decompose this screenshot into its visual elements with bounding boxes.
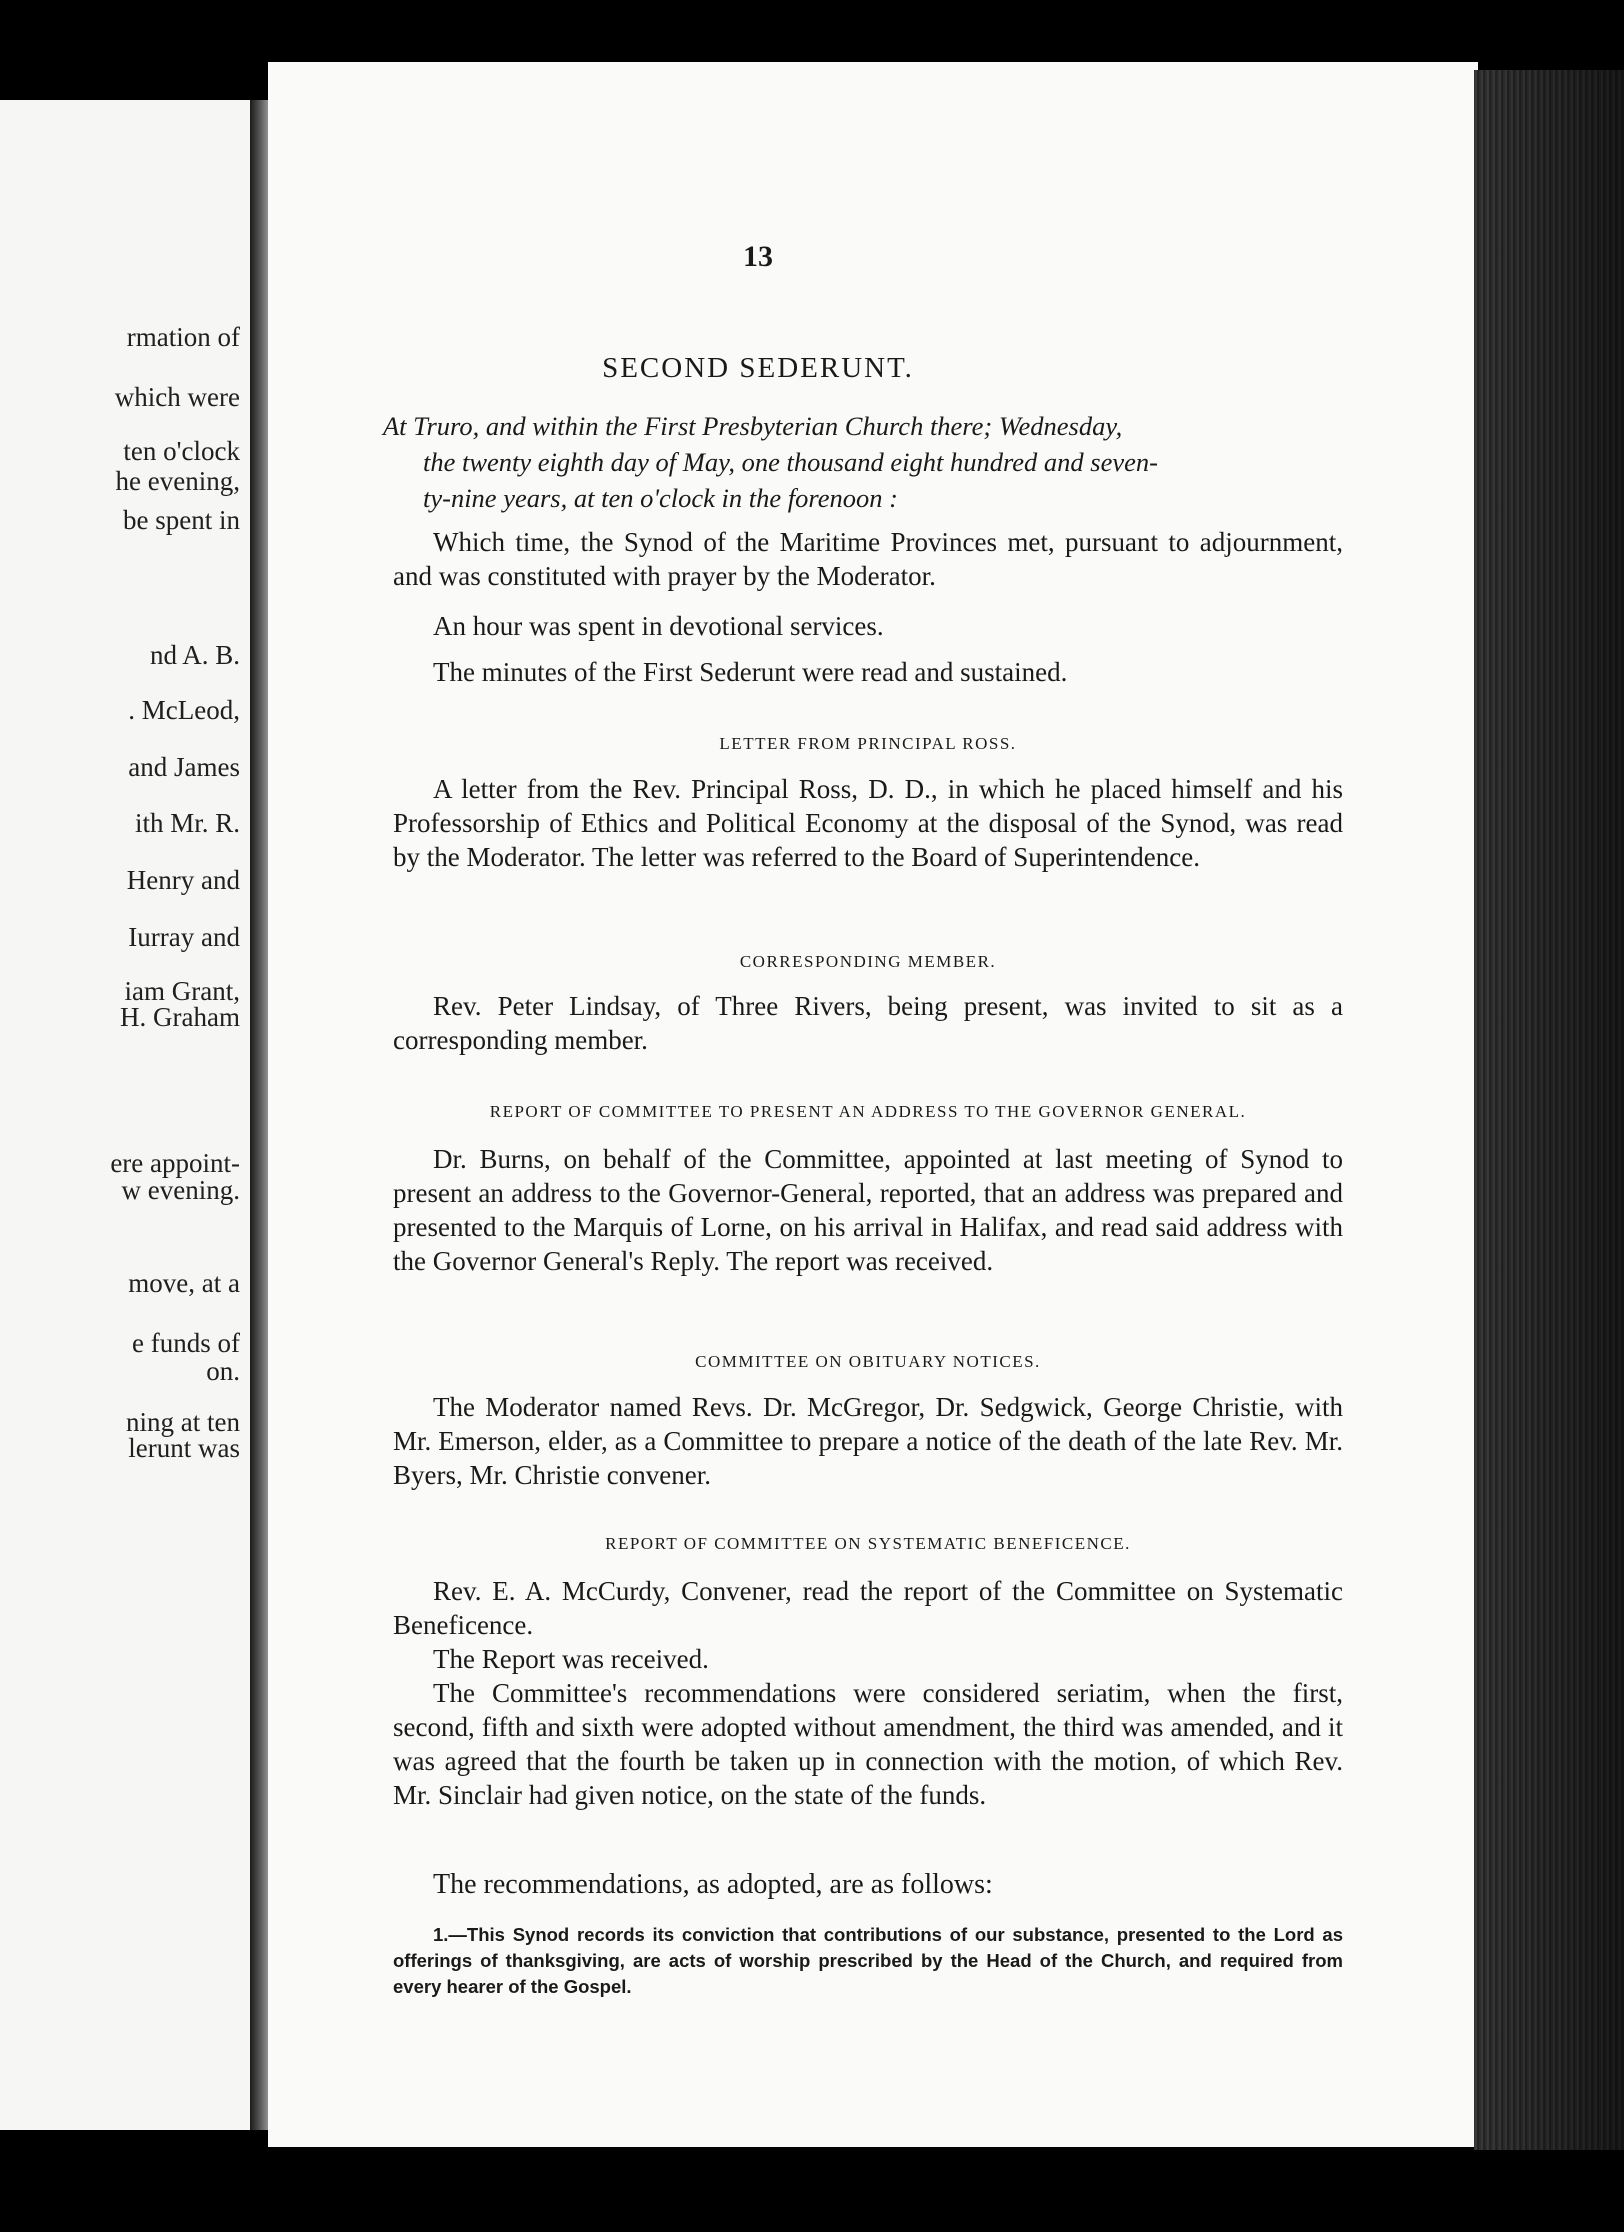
left-page-fragment: which were <box>114 382 240 412</box>
section-title: SECOND SEDERUNT. <box>602 352 914 384</box>
heading-letter: LETTER FROM PRINCIPAL ROSS. <box>719 734 1017 753</box>
left-page-fragment: H. Graham <box>120 1002 240 1032</box>
heading-obituary: COMMITTEE ON OBITUARY NOTICES. <box>695 1352 1041 1371</box>
left-page-fragment: w evening. <box>121 1175 240 1205</box>
left-page-fragment: ten o'clock <box>123 436 240 466</box>
left-page-fragment: he evening, <box>115 466 240 496</box>
intro-italic-block <box>383 408 1363 516</box>
left-page-fragment: . McLeod, <box>128 695 240 725</box>
left-page-fragment: ning at ten <box>126 1407 240 1437</box>
intro-line: At Truro, and within the First Presbyterian Church there; Wednesday, <box>383 411 1123 441</box>
left-page-fragment: lerunt was <box>128 1433 240 1463</box>
left-page-fragment: iam Grant, <box>124 976 240 1006</box>
left-page-fragment: move, at a <box>128 1268 240 1298</box>
left-page-fragment: nd A. B. <box>149 640 240 670</box>
paragraph: Rev. Peter Lindsay, of Three Rivers, being present, was invited to sit as a corresponding member. <box>393 991 1343 1055</box>
paragraph: Rev. E. A. McCurdy, Convener, read the report of the Committee on Systematic Beneficence. <box>393 1576 1343 1640</box>
paragraph: Which time, the Synod of the Maritime Provinces met, pursuant to adjournment, and was constituted with prayer by the Moderator. <box>393 527 1343 591</box>
left-facing-page <box>0 100 264 2130</box>
left-page-fragment: ere appoint- <box>110 1148 240 1178</box>
main-page <box>268 62 1478 2147</box>
paragraph: The Moderator named Revs. Dr. McGregor, Dr. Sedgwick, George Christie, with Mr. Emerson, elder, as a Committee to prepare a notice of the death of the late Rev. Mr. Byers, Mr. Christie convener. <box>393 1392 1343 1490</box>
left-page-fragment: rmation of <box>126 322 240 352</box>
paragraph: The recommendations, as adopted, are as follows: <box>433 1869 993 1900</box>
heading-beneficence: REPORT OF COMMITTEE ON SYSTEMATIC BENEFICENCE. <box>605 1534 1131 1553</box>
left-page-fragment: be spent in <box>123 505 240 535</box>
recommendation-item: 1.—This Synod records its conviction that contributions of our substance, presented to the Lord as offerings of thanksgiving, are acts of worship prescribed by the Head of the Church, and required from every hearer of the Gospel. <box>393 1924 1343 1997</box>
left-page-fragment: on. <box>206 1356 240 1386</box>
paragraph: The Report was received. <box>433 1644 709 1674</box>
left-page-fragment: Henry and <box>126 865 240 895</box>
paragraph: An hour was spent in devotional services. <box>433 611 884 641</box>
left-page-fragment: ith Mr. R. <box>134 808 240 838</box>
paragraph: The minutes of the First Sederunt were read and sustained. <box>433 657 1068 687</box>
intro-line: the twenty eighth day of May, one thousand eight hundred and seven- <box>423 447 1158 477</box>
heading-member: CORRESPONDING MEMBER. <box>739 952 997 971</box>
intro-line: ty-nine years, at ten o'clock in the forenoon : <box>423 483 898 513</box>
paragraph: Dr. Burns, on behalf of the Committee, appointed at last meeting of Synod to present an address to the Governor-General, reported, that an address was prepared and presented to the Marquis of Lorne, on his arrival in Halifax, and read said address with the Governor General's Reply. The report was received. <box>393 1144 1343 1276</box>
book-page-edges <box>1474 70 1624 2150</box>
paragraph: The Committee's recommendations were considered seriatim, when the first, second, fifth and sixth were adopted without amendment, the third was amended, and it was agreed that the fourth be taken up in connection with the motion, of which Rev. Mr. Sinclair had given notice, on the state of the funds. <box>393 1678 1343 1810</box>
left-page-fragment: e funds of <box>132 1328 240 1358</box>
paragraph: A letter from the Rev. Principal Ross, D. D., in which he placed himself and his Professorship of Ethics and Political Economy at the disposal of the Synod, was read by the Moderator. The letter was referred to the Board of Superintendence. <box>393 774 1343 872</box>
page-number: 13 <box>743 240 773 273</box>
left-page-fragment: Iurray and <box>128 922 240 952</box>
heading-address: REPORT OF COMMITTEE TO PRESENT AN ADDRESS TO THE GOVERNOR GENERAL. <box>489 1102 1247 1121</box>
left-page-fragment: and James <box>128 752 240 782</box>
